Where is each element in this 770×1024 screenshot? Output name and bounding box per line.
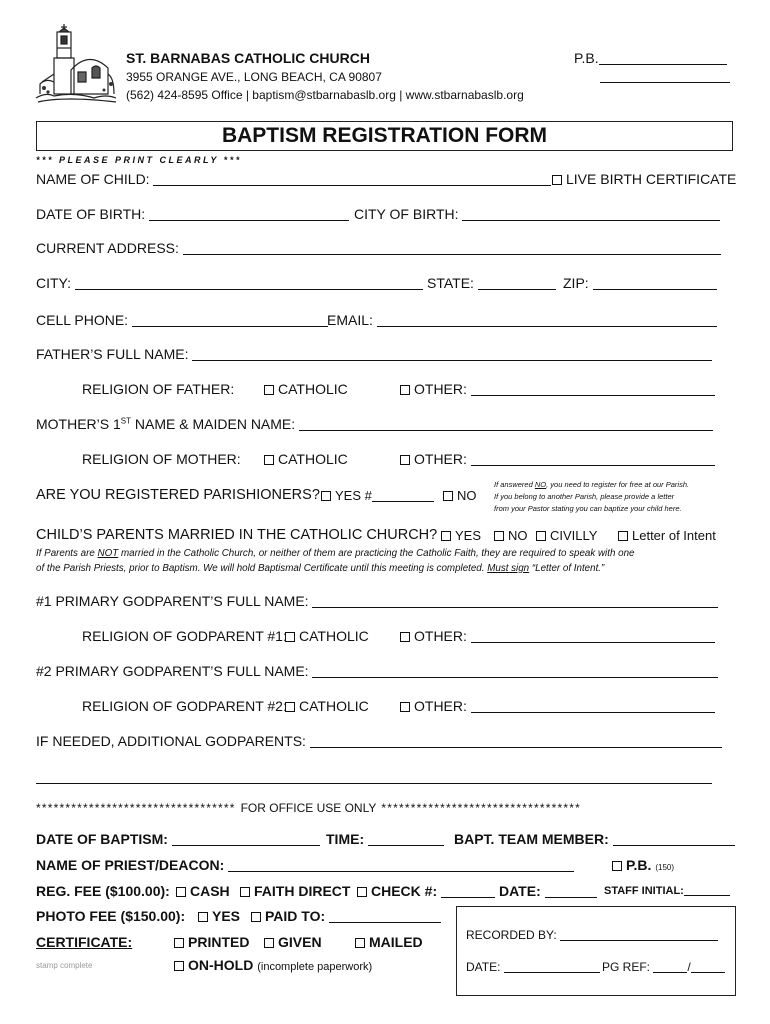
paid-to-label: PAID TO: (265, 908, 326, 924)
recorded-date-field[interactable] (466, 960, 600, 974)
date-of-birth-label: DATE OF BIRTH: (36, 206, 146, 222)
godparent-2-other-checkbox[interactable] (400, 698, 715, 714)
religion-of-mother-label: RELIGION OF MOTHER: (82, 451, 241, 467)
checkbox-icon (441, 531, 451, 541)
other-label: OTHER: (414, 628, 467, 644)
godparent-1-field[interactable] (36, 593, 718, 609)
name-of-child-field[interactable] (36, 171, 551, 187)
bapt-team-member-field[interactable] (454, 831, 735, 847)
godparent-1-catholic-checkbox[interactable] (285, 628, 369, 644)
checkbox-icon (176, 887, 186, 897)
email-field[interactable] (327, 312, 717, 328)
priest-deacon-field[interactable] (36, 857, 574, 873)
father-catholic-checkbox[interactable] (264, 381, 348, 397)
civilly-label: CIVILLY (550, 528, 598, 543)
zip-field[interactable] (563, 275, 717, 291)
live-birth-certificate-checkbox[interactable] (552, 171, 736, 187)
godparent-1-other-checkbox[interactable] (400, 628, 715, 644)
catholic-label: CATHOLIC (278, 381, 348, 397)
other-label: OTHER: (414, 451, 467, 467)
parents-married-label: CHILD’S PARENTS MARRIED IN THE CATHOLIC CHURCH? (36, 527, 438, 543)
date-of-birth-field[interactable] (36, 206, 349, 222)
mailed-checkbox[interactable] (355, 934, 423, 950)
checkbox-icon (198, 912, 208, 922)
parishioner-yes-checkbox[interactable] (321, 488, 434, 503)
city-of-birth-field[interactable] (354, 206, 720, 222)
recorded-by-field[interactable] (466, 928, 718, 942)
parish-registration-note: If answered NO, you need to register for free at our Parish. If you belong to another Parish, please provide a letter from your Pastor stating you can baptize your child here. (494, 480, 690, 513)
checkbox-icon (264, 938, 274, 948)
letter-of-intent-label: Letter of Intent (632, 528, 716, 543)
checkbox-icon (264, 385, 274, 395)
checkbox-icon (285, 702, 295, 712)
fathers-name-label: FATHER’S FULL NAME: (36, 346, 189, 362)
checkbox-icon (443, 491, 453, 501)
reg-fee-label: REG. FEE ($100.00): (36, 883, 170, 899)
pg-ref-field[interactable]: PG REF: / (602, 960, 725, 974)
mailed-label: MAILED (369, 934, 423, 950)
pb-label: P.B. (574, 50, 599, 66)
father-other-checkbox[interactable] (400, 381, 715, 397)
checkbox-icon (321, 491, 331, 501)
cash-checkbox[interactable] (176, 883, 230, 899)
checkbox-icon (264, 455, 274, 465)
checkbox-icon (494, 531, 504, 541)
faith-direct-label: FAITH DIRECT (254, 883, 351, 899)
current-address-field[interactable] (36, 240, 721, 256)
zip-label: ZIP: (563, 275, 589, 291)
godparent-2-catholic-checkbox[interactable] (285, 698, 369, 714)
married-no-checkbox[interactable] (494, 528, 528, 543)
staff-initial-field[interactable] (604, 885, 730, 897)
state-label: STATE: (427, 275, 474, 291)
catholic-label: CATHOLIC (299, 628, 369, 644)
current-address-label: CURRENT ADDRESS: (36, 240, 179, 256)
pb-field[interactable] (574, 50, 727, 66)
other-label: OTHER: (414, 381, 467, 397)
given-checkbox[interactable] (264, 934, 322, 950)
name-of-child-label: NAME OF CHILD: (36, 171, 150, 187)
church-name: ST. BARNABAS CATHOLIC CHURCH (126, 50, 370, 66)
religion-of-father-label: RELIGION OF FATHER: (82, 381, 235, 397)
time-field[interactable] (326, 831, 444, 847)
office-use-divider: ********************************** FOR OFFICE USE ONLY ********************************** (36, 801, 581, 815)
state-field[interactable] (427, 275, 556, 291)
incomplete-paperwork-label: (incomplete paperwork) (257, 961, 373, 973)
live-birth-certificate-label: LIVE BIRTH CERTIFICATE (566, 171, 737, 187)
staff-initial-label: STAFF INITIAL: (604, 885, 684, 897)
no-label: NO (508, 528, 528, 543)
office-use-label: FOR OFFICE USE ONLY (240, 801, 377, 815)
checkbox-icon (400, 455, 410, 465)
mother-catholic-checkbox[interactable] (264, 451, 348, 467)
registered-parishioners-label: ARE YOU REGISTERED PARISHIONERS? (36, 487, 320, 503)
pb-code: (150) (655, 863, 675, 872)
parents-married-note: If Parents are NOT married in the Catholic Church, or neither of them are practicing the Catholic Faith, they are required to speak with one of the Parish Priests, prior to Baptism. We will hold Baptismal Certificate until this meeting is completed. Must sign “Letter of Intent.” (36, 548, 635, 574)
church-address: 3955 ORANGE AVE., LONG BEACH, CA 90807 (126, 70, 382, 84)
checkbox-icon (174, 938, 184, 948)
married-civilly-checkbox[interactable] (536, 528, 597, 543)
parishioner-no-checkbox[interactable] (443, 488, 477, 503)
checkbox-icon (400, 702, 410, 712)
cell-phone-label: CELL PHONE: (36, 312, 129, 328)
additional-godparents-field[interactable] (36, 733, 722, 749)
married-yes-checkbox[interactable] (441, 528, 481, 543)
checkbox-icon (536, 531, 546, 541)
recorded-by-box (456, 906, 736, 996)
cell-phone-field[interactable] (36, 312, 328, 328)
yes-number-label: YES # (335, 488, 372, 503)
fee-date-field[interactable] (499, 883, 597, 899)
faith-direct-checkbox[interactable] (240, 883, 350, 899)
yes-label: YES (212, 908, 241, 924)
checkbox-icon (240, 887, 250, 897)
catholic-label: CATHOLIC (299, 698, 369, 714)
cash-label: CASH (190, 883, 230, 899)
recorded-by-label: RECORDED BY: (466, 928, 557, 942)
certificate-label: CERTIFICATE: (36, 934, 133, 950)
mothers-name-label: MOTHER’S 1ST NAME & MAIDEN NAME: (36, 416, 296, 432)
checkbox-icon (612, 861, 622, 871)
checkbox-icon (400, 385, 410, 395)
checkbox-icon (251, 912, 261, 922)
godparent-1-label: #1 PRIMARY GODPARENT’S FULL NAME: (36, 593, 309, 609)
stamp-complete-label: stamp complete (36, 961, 93, 970)
church-contact: (562) 424-8595 Office | baptism@stbarnabaslb.org | www.stbarnabaslb.org (126, 88, 524, 102)
priest-deacon-label: NAME OF PRIEST/DEACON: (36, 857, 225, 873)
church-logo (34, 22, 118, 104)
checkbox-icon (618, 531, 628, 541)
no-label: NO (457, 488, 477, 503)
photo-yes-checkbox[interactable] (198, 908, 240, 924)
religion-godparent-2-label: RELIGION OF GODPARENT #2: (82, 698, 287, 714)
bapt-team-member-label: BAPT. TEAM MEMBER: (454, 831, 609, 847)
date-of-baptism-label: DATE OF BAPTISM: (36, 831, 168, 847)
checkbox-icon (357, 887, 367, 897)
form-title: BAPTISM REGISTRATION FORM (221, 124, 548, 147)
date-of-baptism-field[interactable] (36, 831, 320, 847)
city-field[interactable] (36, 275, 423, 291)
other-label: OTHER: (414, 698, 467, 714)
additional-godparents-line[interactable] (36, 783, 712, 784)
on-hold-checkbox[interactable] (174, 957, 372, 973)
check-label: CHECK #: (371, 883, 438, 899)
city-of-birth-label: CITY OF BIRTH: (354, 206, 459, 222)
checkbox-icon (355, 938, 365, 948)
recorded-date-label: DATE: (466, 960, 501, 974)
email-label: EMAIL: (327, 312, 373, 328)
checkbox-icon (174, 961, 184, 971)
printed-label: PRINTED (188, 934, 250, 950)
office-pb-checkbox[interactable] (612, 857, 674, 873)
paid-to-field[interactable] (251, 908, 441, 924)
checkbox-icon (400, 632, 410, 642)
mothers-name-field[interactable] (36, 416, 713, 432)
letter-of-intent-checkbox[interactable] (618, 528, 716, 543)
additional-godparents-label: IF NEEDED, ADDITIONAL GODPARENTS: (36, 733, 306, 749)
print-clearly-notice: *** PLEASE PRINT CLEARLY *** (36, 155, 242, 165)
godparent-2-label: #2 PRIMARY GODPARENT’S FULL NAME: (36, 663, 309, 679)
city-label: CITY: (36, 275, 72, 291)
on-hold-label: ON-HOLD (188, 957, 254, 973)
fee-date-label: DATE: (499, 883, 541, 899)
pb-label: P.B. (626, 857, 652, 873)
catholic-label: CATHOLIC (278, 451, 348, 467)
given-label: GIVEN (278, 934, 322, 950)
pb-second-line[interactable] (600, 82, 730, 83)
photo-fee-label: PHOTO FEE ($150.00): (36, 908, 186, 924)
printed-checkbox[interactable] (174, 934, 249, 950)
checkbox-icon (285, 632, 295, 642)
mother-other-checkbox[interactable] (400, 451, 715, 467)
checkbox-icon (552, 175, 562, 185)
check-number-field[interactable] (357, 883, 495, 899)
godparent-2-field[interactable] (36, 663, 718, 679)
time-label: TIME: (326, 831, 365, 847)
fathers-name-field[interactable] (36, 346, 712, 362)
yes-label: YES (455, 528, 482, 543)
religion-godparent-1-label: RELIGION OF GODPARENT #1: (82, 628, 287, 644)
pg-ref-label: PG REF: (602, 960, 651, 974)
